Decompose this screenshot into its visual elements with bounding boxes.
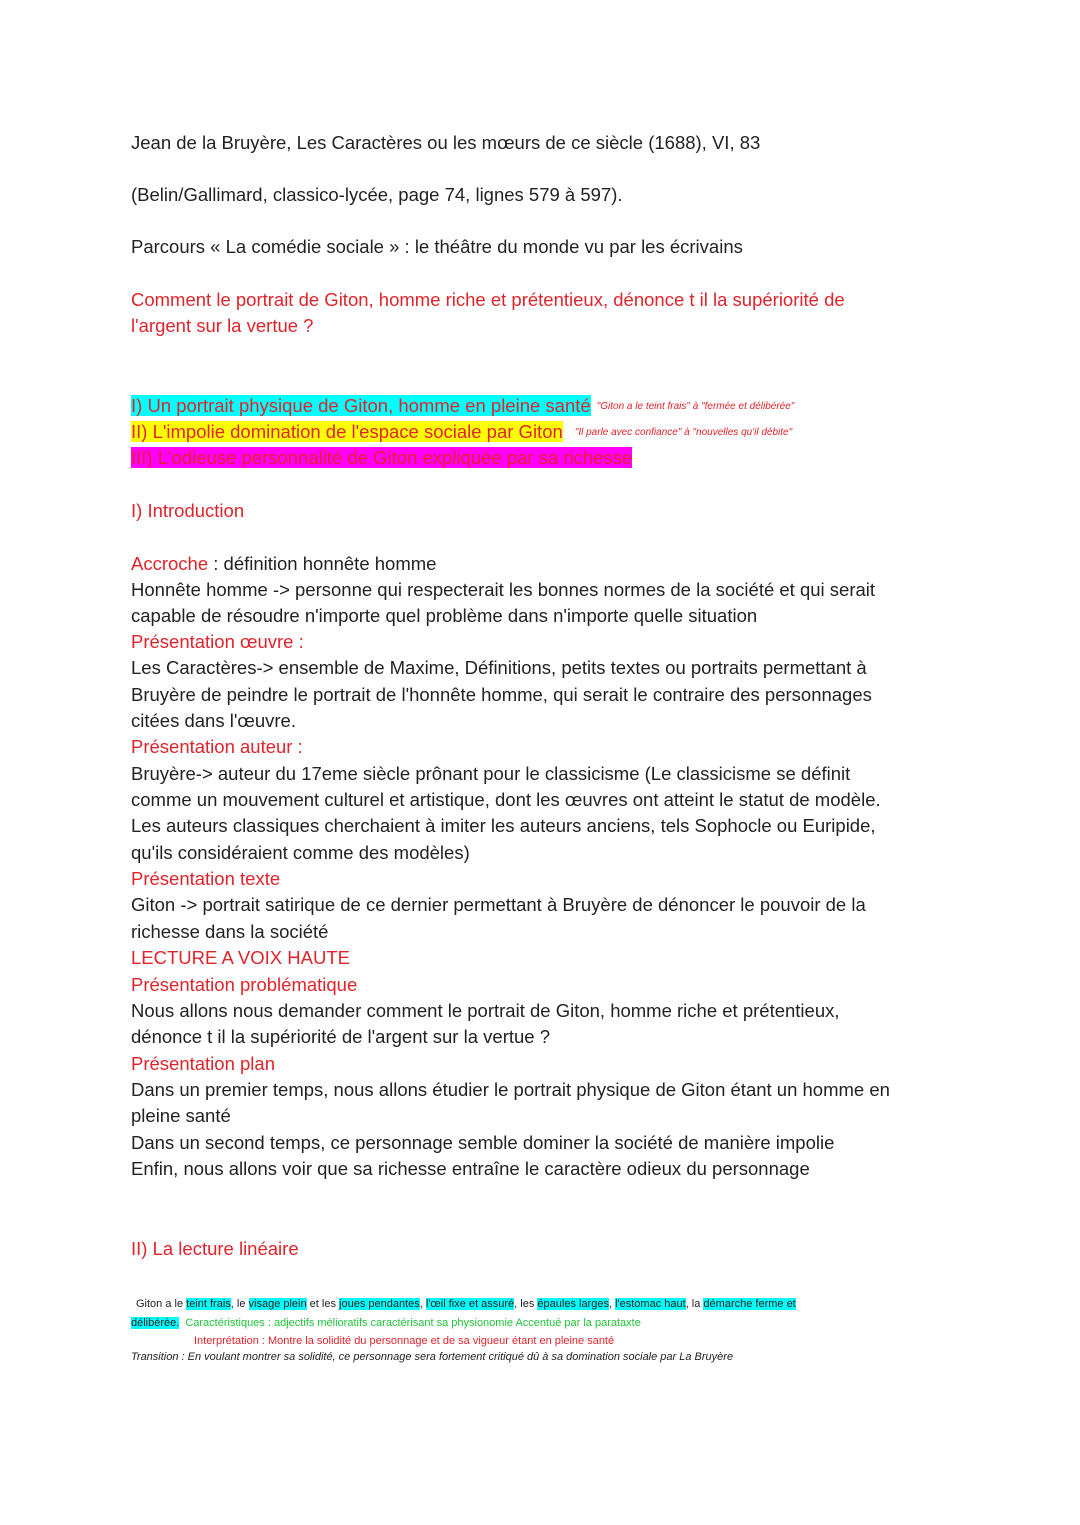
auteur-line-4: qu'ils considéraient comme des modèles) <box>131 842 470 863</box>
accroche-line-1: Honnête homme -> personne qui respecterait les bonnes normes de la société et qui serait <box>131 579 876 600</box>
plan-text-4: Enfin, nous allons voir que sa richesse entraîne le caractère odieux du personnage <box>131 1158 810 1179</box>
plan-text-1: Dans un premier temps, nous allons étudier le portrait physique de Giton étant un homme en <box>131 1079 890 1100</box>
problematique-line-1: Comment le portrait de Giton, homme riche et prétentieux, dénonce t il la supériorité de <box>131 289 845 310</box>
intro-title: I) Introduction <box>131 500 245 521</box>
highlighted-phrase: délibérée. <box>131 1317 180 1329</box>
source-line: Jean de la Bruyère, Les Caractères ou les mœurs de ce siècle (1688), VI, 83 <box>131 132 761 153</box>
oeuvre-line-1: Les Caractères-> ensemble de Maxime, Définitions, petits textes ou portraits permettant à <box>131 657 867 678</box>
highlighted-phrase: l'estomac haut <box>615 1298 686 1310</box>
plan-item-1-label: I) Un portrait physique de Giton, homme en pleine santé <box>131 395 591 416</box>
quote-segment: , le <box>230 1298 249 1310</box>
highlighted-phrase: l'œil fixe et assuré <box>425 1298 515 1310</box>
highlighted-phrase: joues pendantes <box>339 1298 420 1310</box>
plan-item-1 <box>131 393 794 420</box>
highlighted-phrase: visage plein <box>248 1298 307 1310</box>
plan-label: Présentation plan <box>131 1053 275 1074</box>
highlighted-phrase: démarche ferme et <box>703 1298 796 1310</box>
highlighted-phrase: épaules larges <box>537 1298 609 1310</box>
texte-line-1: Giton -> portrait satirique de ce dernier permettant à Bruyère de dénoncer le pouvoir de la <box>131 894 866 915</box>
caracteristiques-line <box>131 1314 641 1332</box>
highlighted-phrase: teint frais <box>186 1298 231 1310</box>
oeuvre-line-2: Bruyère de peindre le portrait de l'honnête homme, qui serait le contraire des personnages <box>131 684 872 705</box>
plan-item-2-quote: "Il parle avec confiance" à "nouvelles qu'il débite" <box>574 427 793 439</box>
edition-line: (Belin/Gallimard, classico-lycée, page 74, lignes 579 à 597). <box>131 184 623 205</box>
oeuvre-line-3: citées dans l'œuvre. <box>131 710 296 731</box>
quote-segment: , les <box>514 1298 538 1310</box>
plan-text-3: Dans un second temps, ce personnage semble dominer la société de manière impolie <box>131 1132 835 1153</box>
plan-text-2: pleine santé <box>131 1105 231 1126</box>
texte-line-2: richesse dans la société <box>131 921 329 942</box>
auteur-line-3: Les auteurs classiques cherchaient à imiter les auteurs anciens, tels Sophocle ou Euripide, <box>131 815 876 836</box>
problematique-text-1: Nous allons nous demander comment le portrait de Giton, homme riche et prétentieux, <box>131 1000 840 1021</box>
quote-line <box>136 1295 796 1313</box>
plan-item-1-quote: "Giton a le teint frais" à "fermée et délibérée" <box>596 401 795 413</box>
plan-item-2 <box>131 419 792 446</box>
quote-segment: , la <box>685 1298 704 1310</box>
texte-label: Présentation texte <box>131 868 281 889</box>
lecture-lineaire-title: II) La lecture linéaire <box>131 1238 299 1259</box>
plan-item-2-label: II) L'impolie domination de l'espace sociale par Giton <box>131 421 563 442</box>
accroche-line-2: capable de résoudre n'importe quel problème dans n'importe quelle situation <box>131 605 758 626</box>
interpretation-line: Interprétation : Montre la solidité du personnage et de sa vigueur étant en pleine santé <box>194 1335 615 1347</box>
transition-line: Transition : En voulant montrer sa solidité, ce personnage sera fortement critiqué dû à sa domination sociale par La Bruyère <box>131 1351 734 1363</box>
auteur-line-1: Bruyère-> auteur du 17eme siècle prônant pour le classicisme (Le classicisme se définit <box>131 763 851 784</box>
oeuvre-label: Présentation œuvre : <box>131 631 304 652</box>
lecture-voix-haute: LECTURE A VOIX HAUTE <box>131 947 350 968</box>
problematique-label: Présentation problématique <box>131 974 358 995</box>
problematique-text-2: dénonce t il la supériorité de l'argent sur la vertue ? <box>131 1026 550 1047</box>
plan-item-3-label: III) L'odieuse personnalité de Giton expliquée par sa richesse <box>131 447 633 468</box>
caracteristiques-text: Caractéristiques : adjectifs mélioratifs caractérisant sa physionomie Accentué par la parataxte <box>185 1317 641 1329</box>
plan-item-3 <box>131 445 632 471</box>
quote-segment: Giton a le <box>136 1298 187 1310</box>
accroche-line <box>131 551 436 577</box>
problematique-line-2: l'argent sur la vertue ? <box>131 315 314 336</box>
quote-segment: et les <box>306 1298 340 1310</box>
auteur-line-2: comme un mouvement culturel et artistique, dont les œuvres ont atteint le statut de modèle. <box>131 789 881 810</box>
quote-segment: , <box>419 1298 426 1310</box>
auteur-label: Présentation auteur : <box>131 736 303 757</box>
quote-segment: , <box>608 1298 616 1310</box>
parcours-line: Parcours « La comédie sociale » : le théâtre du monde vu par les écrivains <box>131 236 743 257</box>
accroche-label: Accroche <box>131 553 209 574</box>
accroche-text: : définition honnête homme <box>208 553 437 574</box>
